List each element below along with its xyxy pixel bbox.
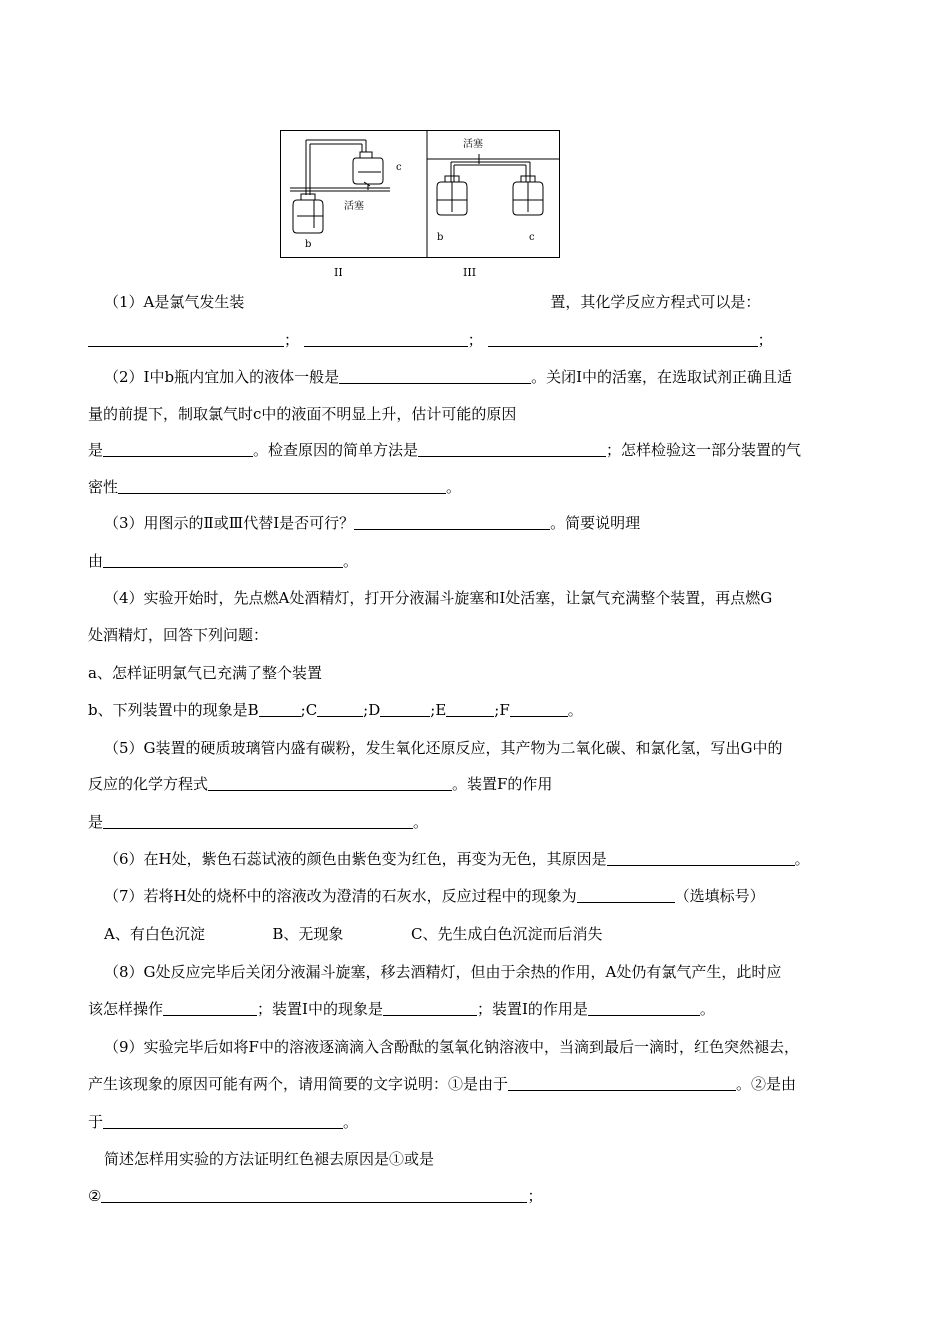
q7-option-a: A、有白色沉淀 xyxy=(104,925,205,943)
q1-blank-3[interactable] xyxy=(488,332,758,347)
q2-blank-liquid[interactable] xyxy=(339,369,531,384)
q4-line-1: （4）实验开始时，先点燃A处酒精灯，打开分液漏斗旋塞和Ⅰ处活塞，让氯气充满整个装置，再点燃G xyxy=(104,589,773,607)
panel-3-bottle-b-label: b xyxy=(437,232,444,243)
q3-blank-reason[interactable] xyxy=(103,553,343,568)
q1-line-1: （1）A是氯气发生装 置，其化学反应方程式可以是： xyxy=(104,293,761,311)
q4-blank-b[interactable] xyxy=(259,702,301,717)
q9-blank-reason-2[interactable] xyxy=(103,1114,343,1129)
q9-line-4: 简述怎样用实验的方法证明红色褪去原因是①或是 xyxy=(104,1150,435,1168)
q5-blank-equation[interactable] xyxy=(208,776,452,791)
q6-blank-reason[interactable] xyxy=(607,851,795,866)
q7-options xyxy=(104,924,862,944)
q2-line-2: 量的前提下，制取氯气时c中的液面不明显上升，估计可能的原因 xyxy=(88,405,517,423)
q8-blank-phenomenon[interactable] xyxy=(383,1001,477,1016)
q4-blank-d[interactable] xyxy=(380,702,430,717)
q7-option-c: C、先生成白色沉淀而后消失 xyxy=(411,925,603,943)
panel-2-valve-label: 活塞 xyxy=(344,201,364,212)
q6-line-1: （6）在H处，紫色石蕊试液的颜色由紫色变为红色，再变为无色，其原因是 。 xyxy=(104,850,810,868)
q4-line-4: b、下列装置中的现象是B ;C ;D ;E ;F 。 xyxy=(88,701,583,719)
q1-line-2: ； ； ； xyxy=(88,330,862,350)
q2-line-3: 是 。检查原因的简单方法是 ；怎样检验这一部分装置的气 xyxy=(88,441,802,459)
q7-option-b: B、无现象 xyxy=(272,925,344,943)
q2-line-4: 密性 。 xyxy=(88,478,462,496)
q7-blank-answer[interactable] xyxy=(577,888,675,903)
q3-blank-feasible[interactable] xyxy=(354,515,550,530)
q7-line-1: （7）若将H处的烧杯中的溶液改为澄清的石灰水，反应过程中的现象为 （选填标号） xyxy=(104,887,765,905)
q8-blank-operation[interactable] xyxy=(163,1001,257,1016)
q9-blank-proof[interactable] xyxy=(101,1188,527,1203)
q1-blank-1[interactable] xyxy=(88,332,284,347)
panel-2-drawing xyxy=(290,140,390,233)
panel-3-valve-label: 活塞 xyxy=(463,139,483,150)
q8-line-1: （8）G处反应完毕后关闭分液漏斗旋塞，移去酒精灯，但由于余热的作用，A处仍有氯气产生，此时应 xyxy=(104,963,782,981)
q8-blank-role[interactable] xyxy=(588,1001,700,1016)
q5-line-2: 反应的化学方程式 。装置F的作用 xyxy=(88,775,553,793)
q2-line-1: （2）Ⅰ中b瓶内宜加入的液体一般是 。关闭Ⅰ中的活塞，在选取试剂正确且适 xyxy=(104,368,793,386)
panel-2-bottle-b-label: b xyxy=(305,239,312,250)
q9-line-2: 产生该现象的原因可能有两个，请用简要的文字说明：①是由于 。②是由 xyxy=(88,1075,797,1093)
q2-blank-reason[interactable] xyxy=(103,442,253,457)
q1-blank-2[interactable] xyxy=(304,332,468,347)
q9-line-3: 于 。 xyxy=(88,1113,359,1131)
apparatus-diagram xyxy=(280,130,560,258)
q5-line-1: （5）G装置的硬质玻璃管内盛有碳粉，发生氧化还原反应，其产物为二氧化碳、和氯化氢，写出G中的 xyxy=(104,739,783,757)
q3-line-1: （3）用图示的Ⅱ或Ⅲ代替Ⅰ是否可行？ 。简要说明理 xyxy=(104,514,641,532)
q5-blank-role[interactable] xyxy=(103,814,413,829)
q9-line-5: ② ； xyxy=(88,1187,543,1205)
q4-blank-f[interactable] xyxy=(510,702,568,717)
q4-blank-c[interactable] xyxy=(317,702,363,717)
q2-blank-airtight[interactable] xyxy=(118,479,446,494)
q4-line-3: a、怎样证明氯气已充满了整个装置 xyxy=(88,664,322,682)
q5-line-3: 是 。 xyxy=(88,813,429,831)
panel-3-drawing xyxy=(427,154,560,215)
q3-line-2: 由 。 xyxy=(88,552,359,570)
q9-blank-reason-1[interactable] xyxy=(508,1076,736,1091)
q9-line-1: （9）实验完毕后如将F中的溶液逐滴滴入含酚酞的氢氧化钠溶液中，当滴到最后一滴时，红色突然褪去， xyxy=(104,1038,799,1056)
panel-2-label: II xyxy=(334,266,343,279)
panel-3-label: III xyxy=(463,266,477,279)
apparatus-figure xyxy=(280,130,560,258)
q4-blank-e[interactable] xyxy=(446,702,494,717)
q8-line-2: 该怎样操作 ；装置Ⅰ中的现象是 ；装置Ⅰ的作用是 。 xyxy=(88,1000,715,1018)
panel-2-bottle-c-label: c xyxy=(396,162,402,173)
q4-line-2: 处酒精灯，回答下列问题： xyxy=(88,626,269,644)
panel-3-bottle-c-label: c xyxy=(529,232,535,243)
q2-blank-method[interactable] xyxy=(418,442,606,457)
